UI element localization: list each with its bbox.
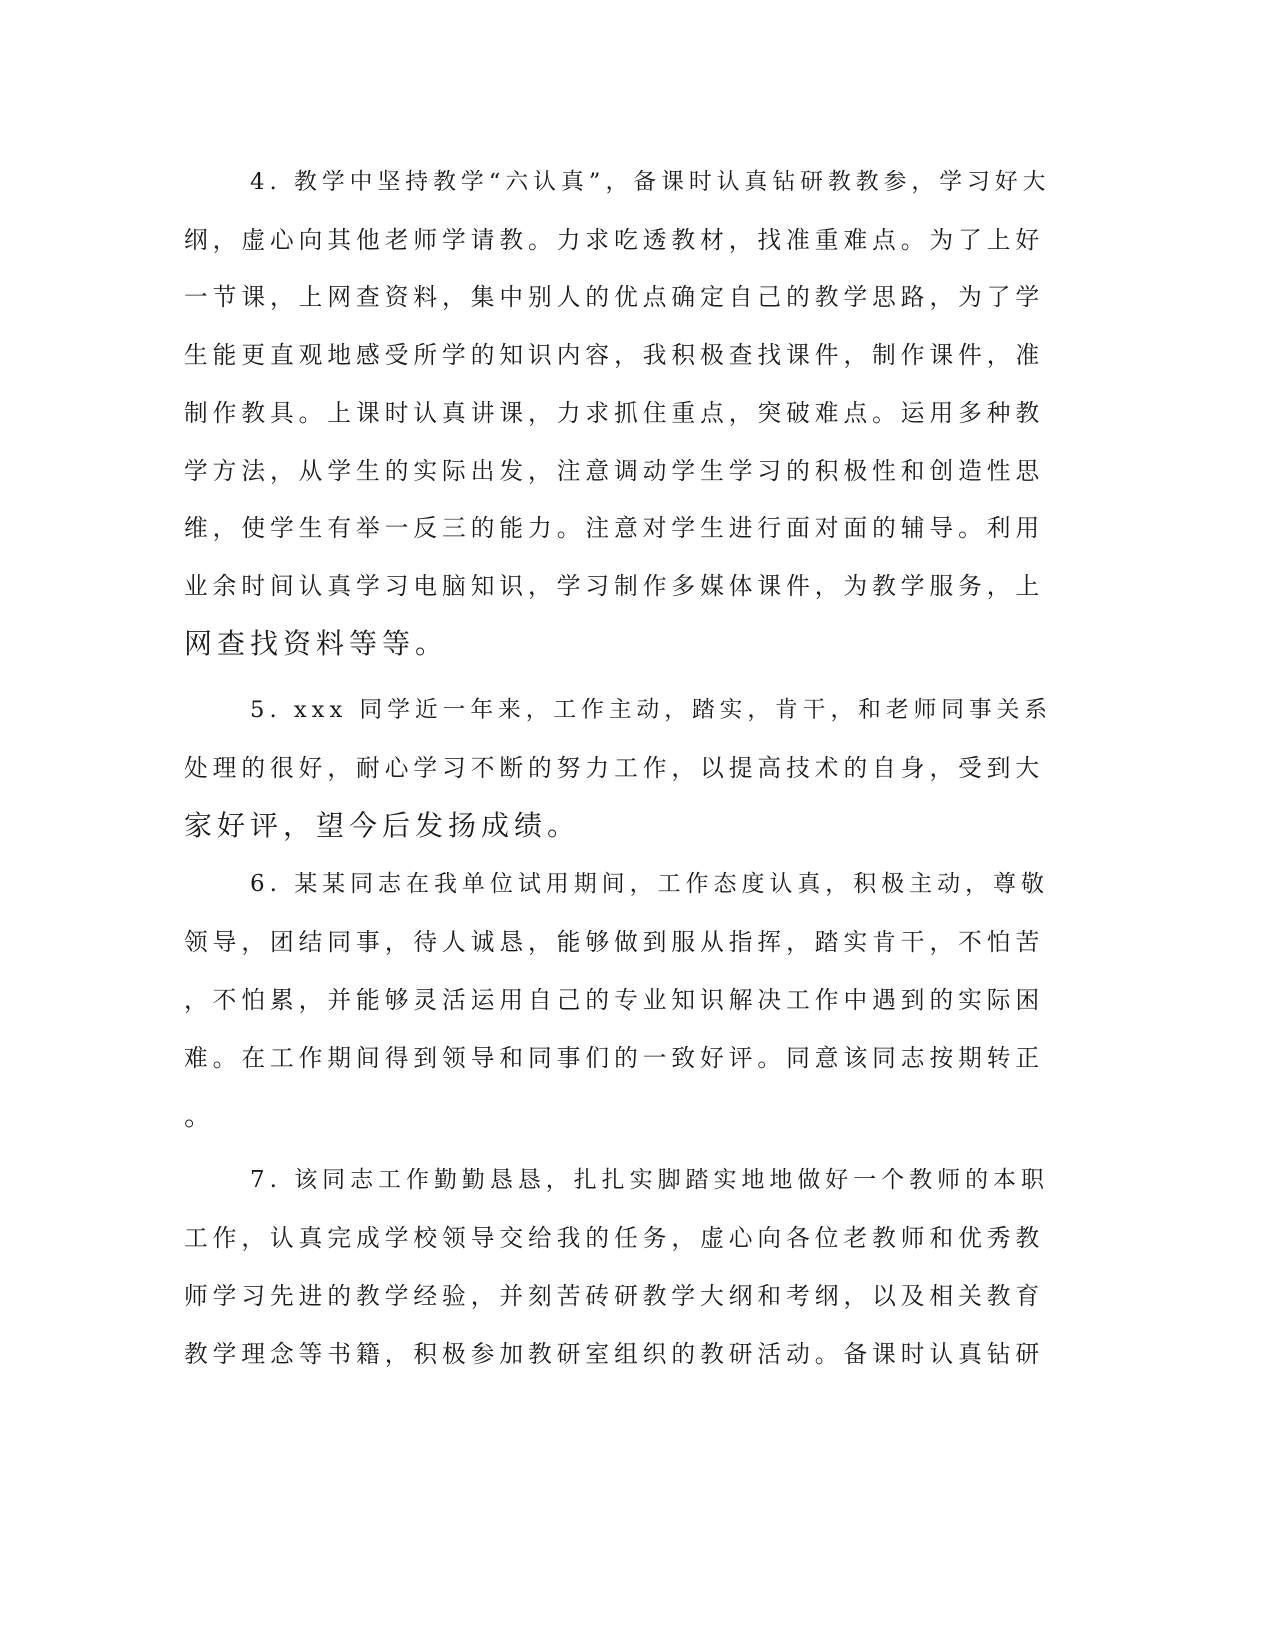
paragraph-7-line-1: 7. 该同志工作勤勤恳恳，扎扎实脚踏实地地做好一个教师的本职 (250, 1167, 1049, 1193)
paragraph-4-line-5: 制作教具。上课时认真讲课，力求抓住重点，突破难点。运用多种教 (184, 399, 1045, 427)
paragraph-4-line-1: 4. 教学中坚持教学“六认真”，备课时认真钻研教教参，学习好大 (250, 169, 1051, 195)
paragraph-4-line-2: 纲，虚心向其他老师学请教。力求吃透教材，找准重难点。为了上好 (184, 226, 1045, 254)
paragraph-7-line-3: 师学习先进的教学经验，并刻苦砖研教学大纲和考纲，以及相关教育 (184, 1282, 1045, 1310)
paragraph-6-line-2: 领导，团结同事，待人诚恳，能够做到服从指挥，踏实肯干，不怕苦 (184, 928, 1045, 956)
paragraph-5-line-1: 5. xxx 同学近一年来，工作主动，踏实，肯干，和老师同事关系 (250, 697, 1053, 723)
paragraph-4-line-7: 维，使学生有举一反三的能力。注意对学生进行面对面的辅导。利用 (184, 514, 1045, 542)
paragraph-4-line-4: 生能更直观地感受所学的知识内容，我积极查找课件，制作课件，准 (184, 341, 1045, 369)
paragraph-6-line-3: ，不怕累，并能够灵活运用自己的专业知识解决工作中遇到的实际困 (184, 986, 1045, 1014)
paragraph-4-line-6: 学方法，从学生的实际出发，注意调动学生学习的积极性和创造性思 (184, 457, 1045, 485)
paragraph-6-line-5: 。 (184, 1099, 218, 1132)
paragraph-4-line-3: 一节课，上网查资料，集中别人的优点确定自己的教学思路，为了学 (184, 283, 1045, 311)
paragraph-6-line-1: 6. 某某同志在我单位试用期间，工作态度认真，积极主动，尊敬 (250, 871, 1049, 897)
paragraph-5-line-2: 处理的很好，耐心学习不断的努力工作，以提高技术的自身，受到大 (184, 754, 1045, 782)
paragraph-4-line-9: 网查找资料等等。 (184, 627, 449, 660)
paragraph-4-line-8: 业余时间认真学习电脑知识，学习制作多媒体课件，为教学服务，上 (184, 572, 1045, 600)
paragraph-7-line-2: 工作，认真完成学校领导交给我的任务，虚心向各位老教师和优秀教 (184, 1224, 1045, 1252)
paragraph-7-line-4: 教学理念等书籍，积极参加教研室组织的教研活动。备课时认真钻研 (184, 1340, 1045, 1368)
paragraph-6-line-4: 难。在工作期间得到领导和同事们的一致好评。同意该同志按期转正 (184, 1044, 1045, 1072)
paragraph-5-line-3: 家好评，望今后发扬成绩。 (184, 809, 581, 842)
